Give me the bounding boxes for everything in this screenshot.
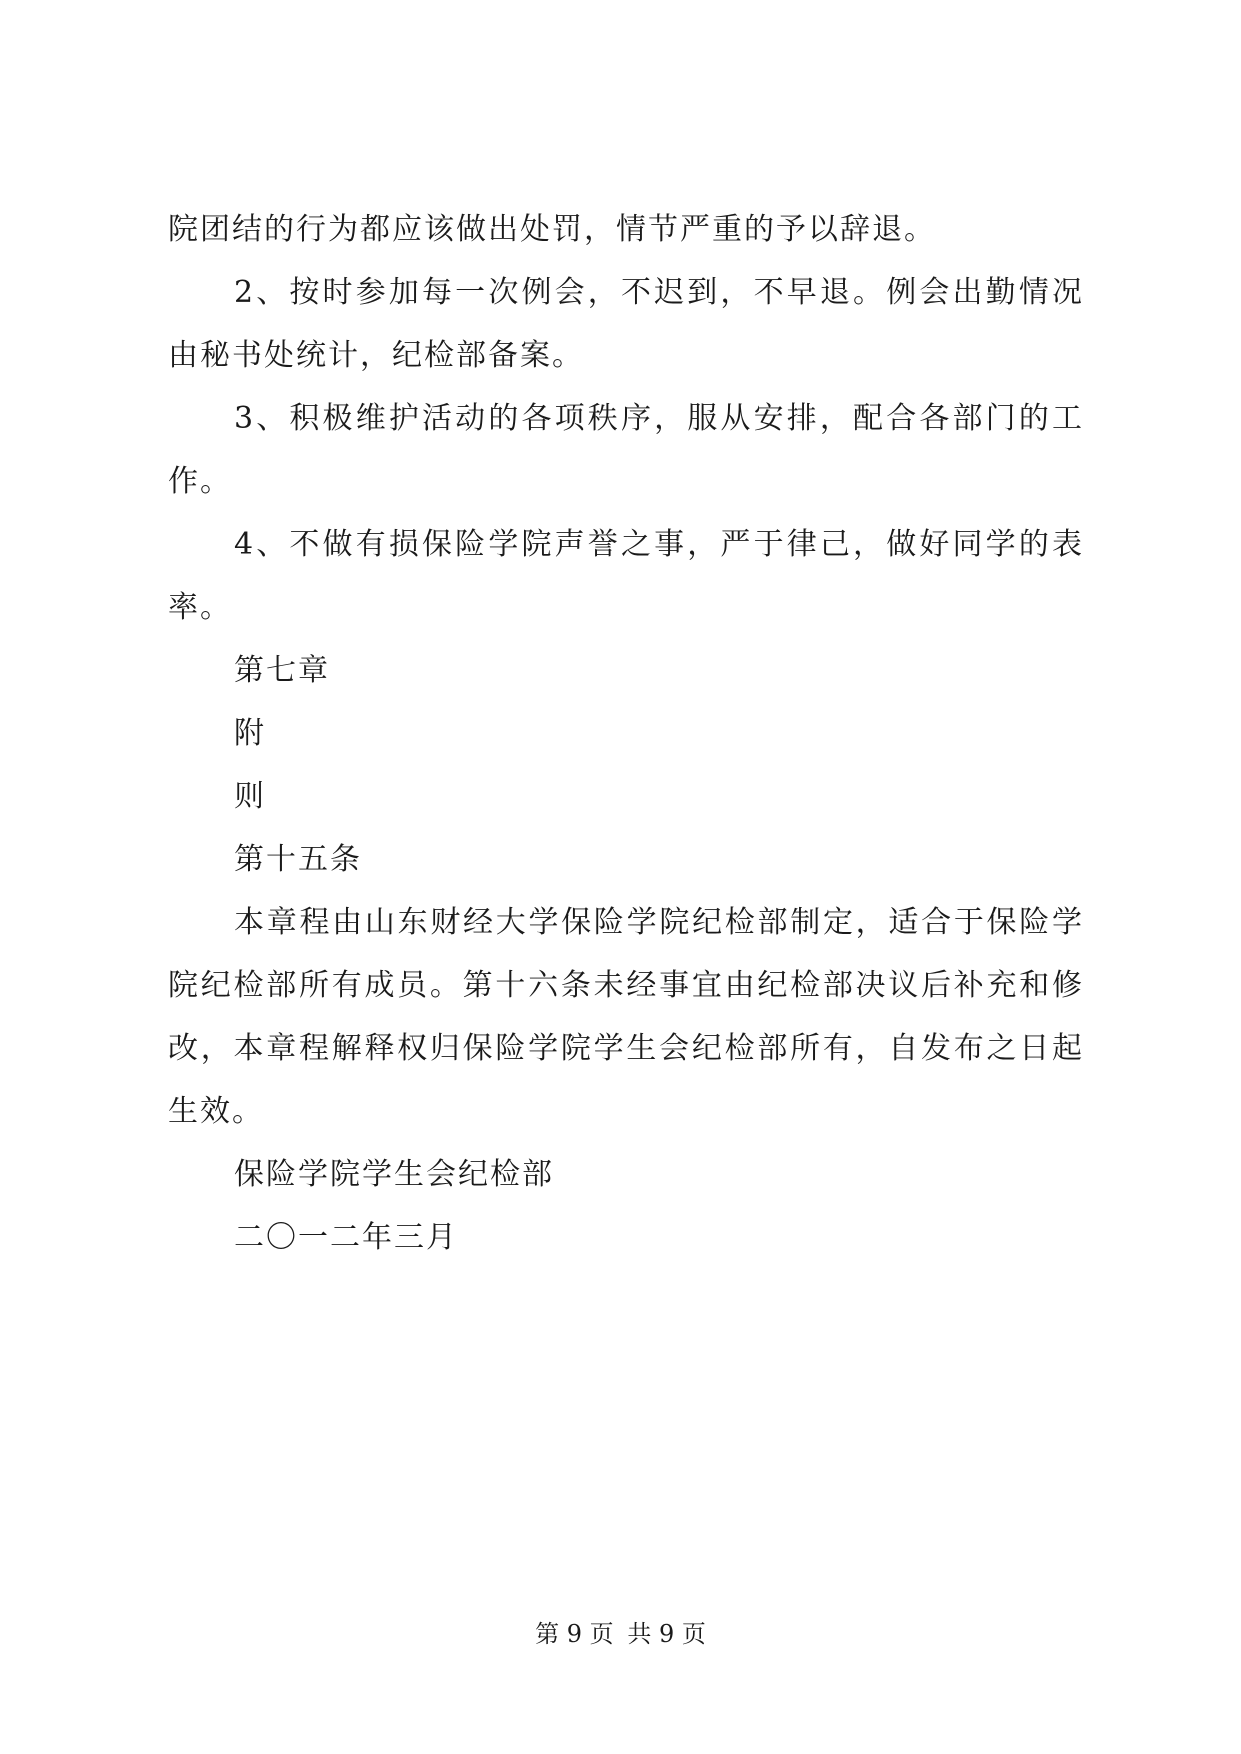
article-heading: 第十五条 <box>234 842 362 877</box>
paragraph-item-3: 3、积极维护活动的各项秩序，服从安排，配合各部门的工作。 <box>168 401 1084 499</box>
page-number: 第 9 页 <box>535 1620 614 1648</box>
paragraph-item-2: 2、按时参加每一次例会，不迟到，不早退。例会出勤情况由秘书处统计，纪检部备案。 <box>168 275 1084 373</box>
signature-date: 二〇一二年三月 <box>234 1220 458 1255</box>
page-total: 共 9 页 <box>627 1620 706 1648</box>
chapter-title-part-2: 则 <box>234 779 266 814</box>
chapter-title-part-1: 附 <box>234 716 266 751</box>
page-footer <box>0 1614 1241 1649</box>
document-body <box>168 198 1084 1269</box>
paragraph-item-4: 4、不做有损保险学院声誉之事，严于律己，做好同学的表率。 <box>168 527 1084 625</box>
paragraph-continuation: 院团结的行为都应该做出处罚，情节严重的予以辞退。 <box>168 212 936 247</box>
signature-organization: 保险学院学生会纪检部 <box>234 1157 554 1192</box>
chapter-heading: 第七章 <box>234 653 330 688</box>
article-body: 本章程由山东财经大学保险学院纪检部制定，适合于保险学院纪检部所有成员。第十六条未经事宜由纪检部决议后补充和修改，本章程解释权归保险学院学生会纪检部所有，自发布之日起生效。 <box>168 905 1084 1129</box>
